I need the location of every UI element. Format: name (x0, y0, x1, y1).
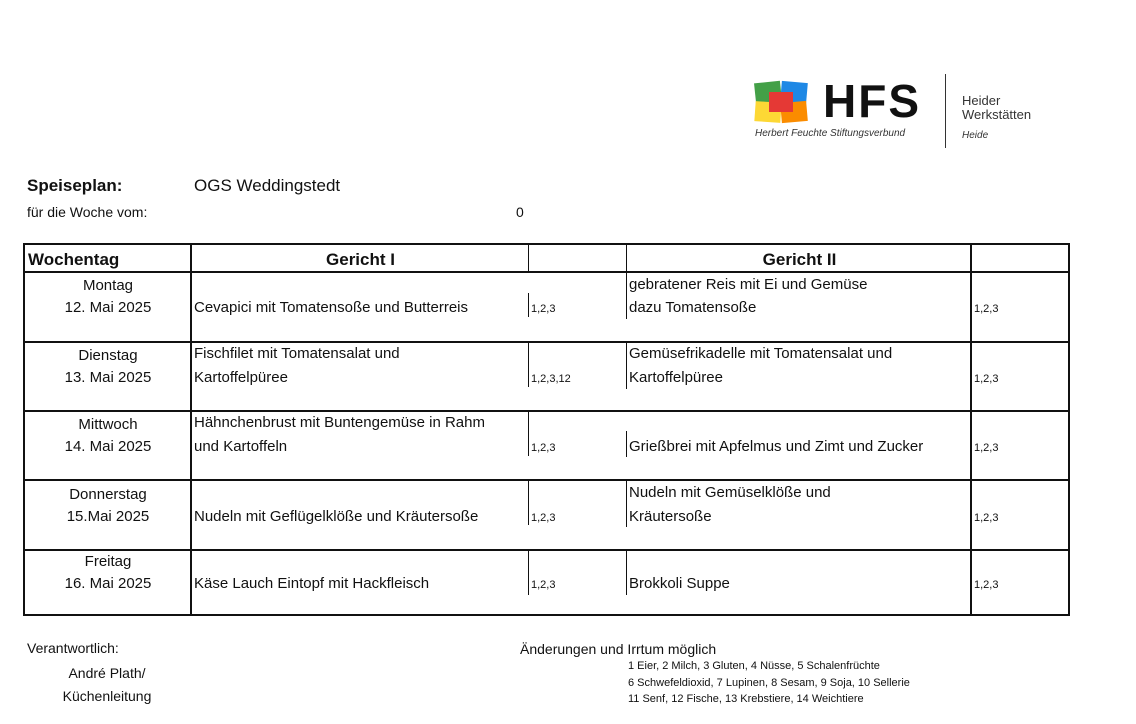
dish2-allergens: 1,2,3 (974, 373, 999, 385)
dish1-line2: Kartoffelpüree (194, 369, 288, 386)
dish2-line2: Brokkoli Suppe (629, 575, 730, 592)
row-divider (25, 341, 1068, 343)
cell-divider (528, 343, 529, 387)
dish1-allergens: 1,2,3 (531, 512, 556, 524)
cell-divider (528, 293, 529, 317)
row-day: Dienstag (78, 347, 138, 364)
dish2-line2: Kräutersoße (629, 508, 712, 525)
dish1-line1: Fischfilet mit Tomatensalat und (194, 345, 400, 362)
header-gericht-1: Gericht I (326, 250, 395, 269)
cell-divider (626, 273, 627, 319)
row-divider (25, 479, 1068, 481)
col-divider (970, 245, 972, 614)
dish1-allergens: 1,2,3 (531, 303, 556, 315)
page-title-label: Speiseplan: (27, 176, 123, 195)
cell-divider (626, 551, 627, 595)
row-date: 15.Mai 2025 (66, 508, 150, 525)
dish2-allergens: 1,2,3 (974, 442, 999, 454)
notice: Änderungen und Irrtum möglich (520, 641, 717, 657)
cell-divider (528, 412, 529, 456)
week-label: für die Woche vom: (27, 204, 148, 220)
row-divider (25, 410, 1068, 412)
responsible-role: Küchenleitung (62, 688, 152, 704)
cell-divider (528, 551, 529, 595)
row-day: Mittwoch (78, 416, 138, 433)
dish1-line2: und Kartoffeln (194, 438, 288, 455)
dish1-allergens: 1,2,3 (531, 579, 556, 591)
cell-divider (528, 481, 529, 525)
allergen-legend-1: 1 Eier, 2 Milch, 3 Gluten, 4 Nüsse, 5 Schalenfrüchte (628, 660, 880, 672)
logo-squares-icon (755, 82, 809, 124)
dish2-line2: dazu Tomatensoße (629, 299, 757, 316)
dish1-line1: Hähnchenbrust mit Buntengemüse in Rahm (194, 414, 485, 431)
cell-divider (626, 343, 627, 389)
dish1-line2: Nudeln mit Geflügelklöße und Kräutersoße (194, 508, 479, 525)
header-wochentag: Wochentag (28, 250, 120, 269)
row-date: 14. Mai 2025 (64, 438, 152, 455)
dish1-allergens: 1,2,3 (531, 442, 556, 454)
dish1-line2: Käse Lauch Eintopf mit Hackfleisch (194, 575, 430, 592)
dish1-line2: Cevapici mit Tomatensoße und Butterreis (194, 299, 469, 316)
row-date: 13. Mai 2025 (64, 369, 152, 386)
row-day: Montag (82, 277, 134, 294)
cell-divider (626, 481, 627, 527)
cell-divider (626, 431, 627, 457)
row-date: 16. Mai 2025 (64, 575, 152, 592)
col-divider (528, 245, 529, 273)
dish2-allergens: 1,2,3 (974, 303, 999, 315)
page-title-value: OGS Weddingstedt (194, 176, 341, 195)
row-day: Freitag (84, 553, 132, 570)
dish2-line2: Kartoffelpüree (629, 369, 723, 386)
allergen-legend-3: 11 Senf, 12 Fische, 13 Krebstiere, 14 Weichtiere (628, 693, 864, 705)
row-date: 12. Mai 2025 (64, 299, 152, 316)
logo-wordmark: HFS (823, 75, 921, 127)
logo-right-text: Heider Werkstätten (962, 93, 1032, 122)
logo-divider (945, 74, 946, 148)
header-gericht-2: Gericht II (762, 250, 837, 269)
dish2-allergens: 1,2,3 (974, 512, 999, 524)
hfs-logo (755, 75, 1055, 150)
dish1-allergens: 1,2,3,12 (531, 373, 571, 385)
allergen-legend-2: 6 Schwefeldioxid, 7 Lupinen, 8 Sesam, 9 Soja, 10 Sellerie (628, 677, 910, 689)
dish2-line2: Grießbrei mit Apfelmus und Zimt und Zucker (629, 438, 924, 455)
menu-table (23, 243, 1070, 616)
dish2-allergens: 1,2,3 (974, 579, 999, 591)
logo-subtitle: Herbert Feuchte Stiftungsverbund (755, 128, 906, 139)
responsible-name: André Plath/ (68, 665, 146, 681)
col-divider (626, 245, 627, 273)
week-value: 0 (516, 204, 524, 220)
dish2-line1: Nudeln mit Gemüselklöße und (629, 484, 831, 501)
dish2-line1: Gemüsefrikadelle mit Tomatensalat und (629, 345, 893, 362)
logo-right-city: Heide (962, 130, 989, 141)
row-day: Donnerstag (69, 486, 147, 503)
dish2-line1: gebratener Reis mit Ei und Gemüse (629, 276, 868, 293)
responsible-label: Verantwortlich: (27, 640, 119, 656)
